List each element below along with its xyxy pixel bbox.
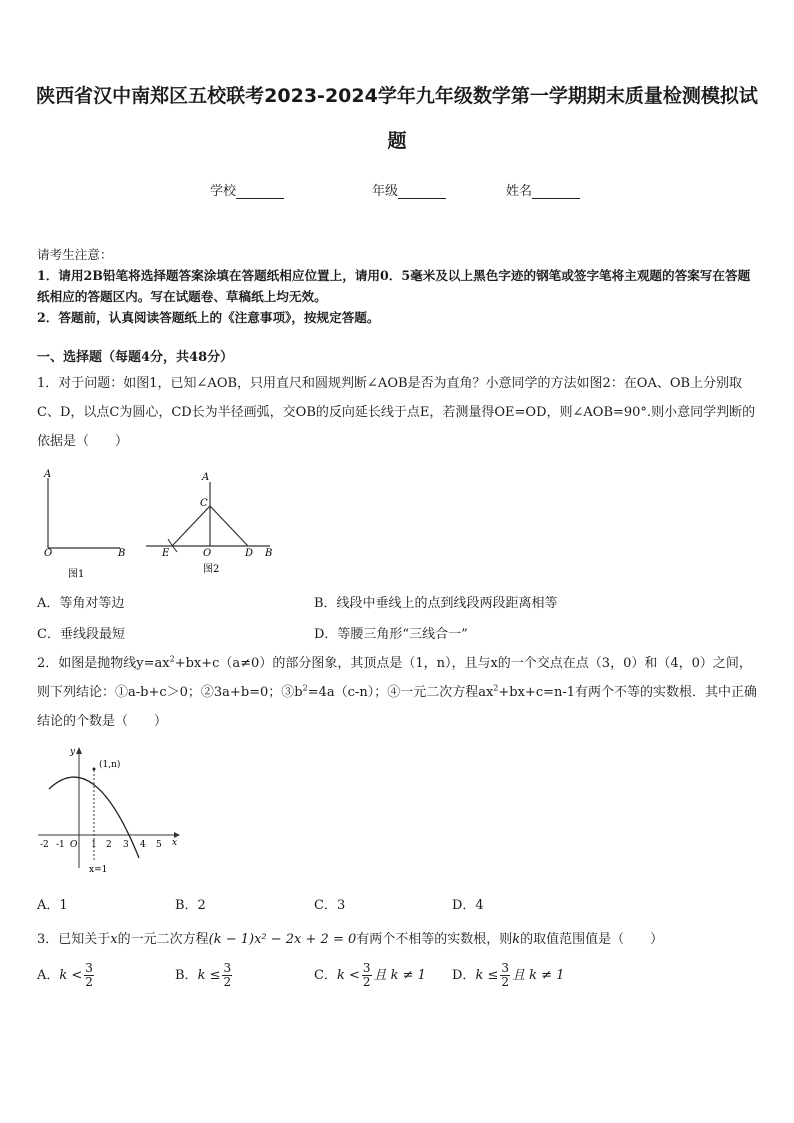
q2-sup-1: 2 — [169, 654, 175, 664]
fig2-label-a: A — [202, 472, 210, 483]
graph-tick-neg1: -1 — [56, 840, 65, 850]
q3-option-d-suffix: 且 k ≠ 1 — [511, 968, 565, 983]
q2-text-a: 2．如图是抛物线y=ax — [37, 656, 170, 671]
q1-option-a[interactable]: A．等角对等边 — [37, 596, 125, 611]
fig1-label-b: B — [118, 548, 126, 559]
q3-var-x: x — [110, 932, 118, 947]
q3-option-c-fraction — [362, 962, 372, 989]
fig2-label-e: E — [162, 548, 170, 559]
question-1-figure-2 — [144, 466, 284, 581]
graph-origin-label: O — [70, 840, 78, 850]
fig1-label-o: O — [44, 548, 53, 559]
q2-option-d[interactable]: D．4 — [452, 898, 484, 913]
q3-option-b-fraction — [222, 962, 232, 989]
q2-option-a[interactable]: A．1 — [37, 898, 68, 913]
notice-heading: 请考生注意： — [37, 247, 113, 262]
fig1-caption: 图1 — [68, 569, 85, 580]
graph-tick-3: 3 — [123, 840, 129, 850]
fig2-label-b: B — [265, 548, 273, 559]
q3-text-b: 的一元二次方程 — [117, 932, 209, 947]
graph-tick-2: 2 — [106, 840, 112, 850]
q3-option-c[interactable] — [314, 962, 426, 989]
notice-item-2: 2．答题前，认真阅读答题纸上的《注意事项》，按规定答题。 — [37, 310, 380, 325]
name-field[interactable] — [506, 180, 580, 199]
graph-tick-4: 4 — [140, 840, 146, 850]
fig2-label-c: C — [200, 498, 208, 509]
q2-sup-2: 2 — [302, 683, 308, 693]
fig2-segment-ce — [172, 506, 210, 546]
name-label: 姓名 — [506, 184, 533, 199]
q2-text-c: =4a（c-n）；④一元二次方程ax — [307, 685, 494, 700]
q3-text-d: 的取值范围值是（ ） — [520, 932, 664, 947]
q3-option-a-fraction — [84, 962, 94, 989]
q2-text-d: +bx+c=n-1有两个不等的实数根．其中正确结论的个数是（ ） — [37, 685, 758, 729]
q3-option-b-prefix: B． — [175, 968, 198, 983]
q2-text-b: +bx+c（a≠0）的部分图象，其顶点是（1，n），且与x的一个交点在点（3，0）和（4，0）之间，则下列结论：①a-b+c＞0；②3a+b=0；③b — [37, 656, 752, 700]
q3-option-c-numerator: 3 — [362, 961, 371, 975]
graph-tick-5: 5 — [156, 840, 162, 850]
q3-option-d-numerator: 3 — [501, 961, 509, 975]
q3-option-b[interactable] — [175, 962, 234, 989]
school-field[interactable] — [210, 180, 284, 199]
graph-tick-1: 1 — [91, 840, 97, 850]
notice-item-1: 1．请用2B铅笔将选择题答案涂填在答题纸相应位置上，请用0．5毫米及以上黑色字迹的钢笔或签字笔将主观题的答案写在答题纸相应的答题区内。写在试题卷、草稿纸上均无效。 — [37, 268, 751, 304]
school-label: 学校 — [210, 184, 237, 199]
question-2-text — [37, 649, 759, 736]
q3-option-d-relation: k ≤ — [475, 968, 499, 983]
question-1-figure-1 — [36, 462, 136, 582]
section-heading: 一、选择题（每题4分，共48分） — [37, 350, 234, 365]
q2-option-c[interactable]: C．3 — [314, 898, 346, 913]
q3-option-c-denominator: 2 — [362, 975, 371, 989]
grade-field[interactable] — [372, 180, 446, 199]
q3-option-a-numerator: 3 — [85, 961, 93, 975]
fig2-segment-cd — [210, 506, 248, 546]
q3-option-c-prefix: C． — [314, 968, 337, 983]
graph-vertex-point — [93, 768, 96, 771]
q1-option-c[interactable]: C．垂线段最短 — [37, 627, 125, 642]
fig2-caption: 图2 — [203, 564, 220, 575]
notice-block — [37, 244, 759, 328]
school-blank[interactable] — [236, 184, 284, 199]
fig2-label-o: O — [203, 548, 212, 559]
graph-vertex-label: (1,n) — [99, 760, 121, 770]
q3-option-b-denominator: 2 — [223, 975, 232, 989]
grade-blank[interactable] — [398, 184, 446, 199]
q3-option-a-denominator: 2 — [85, 975, 93, 989]
q3-equation: (k − 1)x² − 2x + 2 = 0 — [208, 932, 357, 947]
name-blank[interactable] — [532, 184, 580, 199]
q3-option-c-suffix: 且 k ≠ 1 — [373, 968, 426, 983]
q3-option-a-prefix: A． — [37, 968, 60, 983]
q3-option-b-numerator: 3 — [223, 961, 232, 975]
question-2-parabola-graph — [36, 744, 186, 874]
fig1-label-a: A — [44, 469, 52, 480]
grade-label: 年级 — [372, 184, 399, 199]
q3-option-a[interactable] — [37, 962, 96, 989]
q2-sup-3: 2 — [493, 683, 499, 693]
graph-y-arrow — [76, 747, 82, 754]
q3-text-a: 3．已知关于 — [37, 932, 111, 947]
q3-var-k: k — [512, 932, 521, 947]
question-3-text — [37, 925, 759, 954]
graph-tick-neg2: -2 — [40, 840, 49, 850]
q1-option-b[interactable]: B．线段中垂线上的点到线段两段距离相等 — [314, 596, 558, 611]
q3-option-d-prefix: D． — [452, 968, 476, 983]
q3-option-d-fraction — [500, 962, 510, 989]
q3-option-d-denominator: 2 — [501, 975, 509, 989]
graph-symmetry-label: x=1 — [89, 865, 108, 874]
q1-option-d[interactable]: D．等腰三角形“三线合一” — [314, 627, 468, 642]
graph-x-label: x — [172, 838, 178, 848]
page-title: 陕西省汉中南郑区五校联考2023-2024学年九年级数学第一学期期末质量检测模拟试题 — [36, 85, 758, 152]
q2-option-b[interactable]: B．2 — [175, 898, 206, 913]
fig2-label-d: D — [245, 548, 254, 559]
q3-option-a-relation: k < — [59, 968, 83, 983]
q3-option-b-relation: k ≤ — [197, 968, 221, 983]
graph-y-label: y — [70, 747, 76, 757]
question-1-text: 1．对于问题：如图1，已知∠AOB，只用直尺和圆规判断∠AOB是否为直角？小意同学的方法如图2：在OA、OB上分别取C、D，以点C为圆心，CD长为半径画弧，交OB的反向延长线于点E，若测量得OE=OD，则∠AOB=90°.则小意同学判断的依据是（ ） — [37, 376, 756, 449]
q3-text-c: 有两个不相等的实数根，则 — [356, 932, 513, 947]
q3-option-c-relation: k < — [336, 968, 360, 983]
q3-option-d[interactable] — [452, 962, 564, 989]
